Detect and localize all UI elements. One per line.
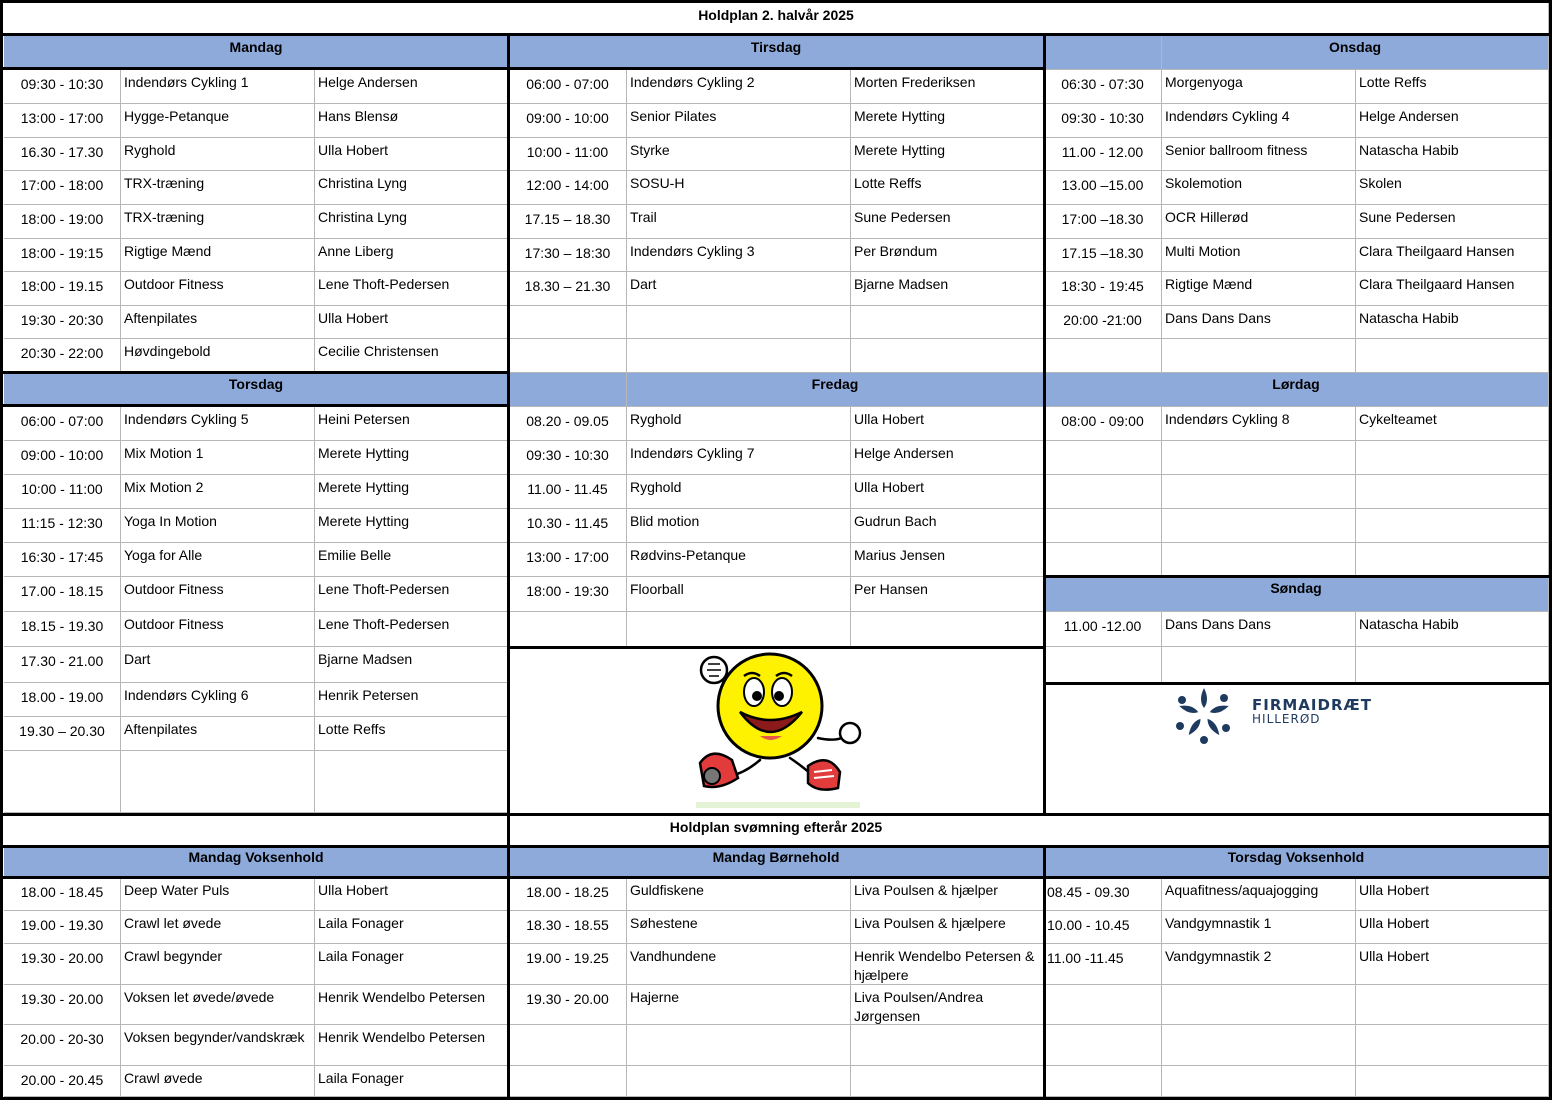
torsdag-row-activity: Outdoor Fitness (121, 577, 315, 612)
torsdag-row-instructor (315, 751, 509, 813)
mandag-row-activity: Indendørs Cykling 1 (121, 70, 315, 104)
onsdag-row-instructor: Skolen (1356, 171, 1549, 205)
swim-mv-row-activity: Crawl let øvede (121, 911, 315, 944)
torsdag-row-time: 17.30 - 21.00 (4, 647, 121, 683)
loerdag-row-time (1044, 475, 1162, 509)
onsdag-row-time: 17.15 –18.30 (1044, 239, 1162, 272)
tirsdag-row-time: 06:00 - 07:00 (509, 70, 627, 104)
swim-mb-row-instructor: Liva Poulsen & hjælper (851, 878, 1044, 911)
loerdag-row-time (1044, 441, 1162, 475)
onsdag-row-time (1044, 339, 1162, 373)
onsdag-row-time: 11.00 - 12.00 (1044, 138, 1162, 171)
fredag-row-time (509, 612, 627, 647)
onsdag-row-instructor: Sune Pedersen (1356, 205, 1549, 239)
mandag-row-activity: Rigtige Mænd (121, 239, 315, 272)
torsdag-row-time: 10:00 - 11:00 (4, 475, 121, 509)
swim-mv-row-time: 20.00 - 20.45 (4, 1066, 121, 1097)
divider (0, 0, 1552, 3)
soendag-row-instructor: Natascha Habib (1356, 612, 1549, 647)
loerdag-row-instructor (1356, 543, 1549, 577)
day-header-torsdag: Torsdag (4, 373, 509, 407)
torsdag-row-time: 17.00 - 18.15 (4, 577, 121, 612)
onsdag-row-activity: Rigtige Mænd (1162, 272, 1356, 306)
loerdag-row-instructor: Cykelteamet (1356, 407, 1549, 441)
torsdag-row-time (4, 751, 121, 813)
mandag-row-time: 19:30 - 20:30 (4, 306, 121, 339)
divider (0, 371, 509, 374)
swim-mv-row-time: 20.00 - 20-30 (4, 1025, 121, 1066)
swim-tv-row-time (1044, 1025, 1162, 1066)
onsdag-row-time: 13.00 –15.00 (1044, 171, 1162, 205)
swim-mv-row-time: 19.30 - 20.00 (4, 985, 121, 1025)
swim-tv-row-time: 11.00 -11.45 (1044, 944, 1162, 985)
fredag-row-time: 08.20 - 09.05 (509, 407, 627, 441)
tirsdag-row-activity (627, 306, 851, 339)
swim-title: Holdplan svømning efterår 2025 (4, 814, 1549, 846)
loerdag-row-activity: Indendørs Cykling 8 (1162, 407, 1356, 441)
swim-tv-row-instructor: Ulla Hobert (1356, 911, 1549, 944)
torsdag-row-instructor: Emilie Belle (315, 543, 509, 577)
swim-mv-row-instructor: Laila Fonager (315, 1066, 509, 1097)
tirsdag-row-time: 10:00 - 11:00 (509, 138, 627, 171)
loerdag-row-time: 08:00 - 09:00 (1044, 407, 1162, 441)
swim-mv-row-time: 18.00 - 18.45 (4, 878, 121, 911)
onsdag-row-time: 06:30 - 07:30 (1044, 70, 1162, 104)
swim-tv-row-instructor (1356, 1066, 1549, 1097)
mandag-row-activity: TRX-træning (121, 205, 315, 239)
day-header-loerdag: Lørdag (1044, 373, 1549, 407)
tirsdag-row-activity: Senior Pilates (627, 104, 851, 138)
fredag-row-activity: Floorball (627, 577, 851, 612)
onsdag-row-activity: Skolemotion (1162, 171, 1356, 205)
torsdag-row-instructor: Lene Thoft-Pedersen (315, 577, 509, 612)
torsdag-row-time: 06:00 - 07:00 (4, 407, 121, 441)
mandag-row-time: 18:00 - 19:00 (4, 205, 121, 239)
soendag-row-activity (1162, 647, 1356, 683)
tirsdag-row-time: 18.30 – 21.30 (509, 272, 627, 306)
tirsdag-row-instructor: Bjarne Madsen (851, 272, 1044, 306)
swim-tv-row-activity: Vandgymnastik 1 (1162, 911, 1356, 944)
fredag-row-instructor (851, 612, 1044, 647)
torsdag-row-activity: Yoga In Motion (121, 509, 315, 543)
fredag-row-instructor: Ulla Hobert (851, 407, 1044, 441)
swim-mv-row-activity: Crawl øvede (121, 1066, 315, 1097)
swim-mv-row-instructor: Ulla Hobert (315, 878, 509, 911)
divider (507, 33, 510, 1100)
swim-mb-row-instructor: Liva Poulsen & hjælpere (851, 911, 1044, 944)
tirsdag-row-time (509, 306, 627, 339)
torsdag-row-instructor: Lotte Reffs (315, 717, 509, 751)
swim-mb-row-activity (627, 1066, 851, 1097)
fredag-row-instructor: Helge Andersen (851, 441, 1044, 475)
tirsdag-row-activity: Dart (627, 272, 851, 306)
tirsdag-row-activity: Styrke (627, 138, 851, 171)
soendag-row-time (1044, 647, 1162, 683)
divider (0, 845, 1552, 848)
swim-mv-row-activity: Deep Water Puls (121, 878, 315, 911)
swim-mv-row-time: 19.00 - 19.30 (4, 911, 121, 944)
mandag-row-instructor: Christina Lyng (315, 171, 509, 205)
mandag-row-activity: TRX-træning (121, 171, 315, 205)
swim-mb-row-time: 18.00 - 18.25 (509, 878, 627, 911)
torsdag-row-activity: Outdoor Fitness (121, 612, 315, 647)
swim-mb-row-activity: Hajerne (627, 985, 851, 1025)
tirsdag-row-time: 17.15 – 18.30 (509, 205, 627, 239)
swim-tv-row-instructor (1356, 1025, 1549, 1066)
torsdag-row-instructor: Lene Thoft-Pedersen (315, 612, 509, 647)
day-header-soendag: Søndag (1044, 577, 1549, 612)
tirsdag-row-instructor: Per Brøndum (851, 239, 1044, 272)
swim-tv-row-activity (1162, 985, 1356, 1025)
fredag-row-activity (627, 612, 851, 647)
day-header-onsdag: Onsdag (1162, 36, 1549, 70)
onsdag-row-instructor: Clara Theilgaard Hansen (1356, 272, 1549, 306)
fredag-row-instructor: Ulla Hobert (851, 475, 1044, 509)
torsdag-row-activity: Yoga for Alle (121, 543, 315, 577)
divider (0, 67, 509, 70)
swim-mv-row-activity: Crawl begynder (121, 944, 315, 985)
divider (0, 404, 509, 407)
fredag-row-activity: Ryghold (627, 475, 851, 509)
fredag-row-time: 10.30 - 11.45 (509, 509, 627, 543)
mandag-row-instructor: Ulla Hobert (315, 306, 509, 339)
swim-tv-row-instructor (1356, 985, 1549, 1025)
swim-mv-row-instructor: Henrik Wendelbo Petersen (315, 985, 509, 1025)
tirsdag-row-instructor: Sune Pedersen (851, 205, 1044, 239)
swim-tv-row-time: 08.45 - 09.30 (1044, 878, 1162, 911)
swim-tv-row-time (1044, 985, 1162, 1025)
mandag-row-time: 18:00 - 19:15 (4, 239, 121, 272)
torsdag-row-activity: Aftenpilates (121, 717, 315, 751)
mandag-row-instructor: Helge Andersen (315, 70, 509, 104)
fredag-row-instructor: Marius Jensen (851, 543, 1044, 577)
mandag-row-instructor: Cecilie Christensen (315, 339, 509, 373)
onsdag-row-time: 17:00 –18.30 (1044, 205, 1162, 239)
loerdag-row-time (1044, 543, 1162, 577)
tirsdag-row-activity: Trail (627, 205, 851, 239)
fredag-row-activity: Ryghold (627, 407, 851, 441)
mandag-row-time: 16.30 - 17.30 (4, 138, 121, 171)
swim-mv-row-activity: Voksen let øvede/øvede (121, 985, 315, 1025)
swim-mv-row-instructor: Laila Fonager (315, 944, 509, 985)
mandag-row-activity: Høvdingebold (121, 339, 315, 373)
tirsdag-row-activity: Indendørs Cykling 2 (627, 70, 851, 104)
mandag-row-activity: Aftenpilates (121, 306, 315, 339)
running-smiley-image (690, 648, 866, 813)
onsdag-row-activity: Multi Motion (1162, 239, 1356, 272)
swim-mb-row-time (509, 1066, 627, 1097)
mandag-row-activity: Ryghold (121, 138, 315, 171)
swim-mv-row-instructor: Henrik Wendelbo Petersen (315, 1025, 509, 1066)
loerdag-row-activity (1162, 441, 1356, 475)
tirsdag-row-instructor: Morten Frederiksen (851, 70, 1044, 104)
fredag-row-instructor: Gudrun Bach (851, 509, 1044, 543)
loerdag-row-time (1044, 509, 1162, 543)
swim-mb-row-time: 19.30 - 20.00 (509, 985, 627, 1025)
swim-tv-row-time (1044, 1066, 1162, 1097)
swim-mb-row-instructor (851, 1066, 1044, 1097)
torsdag-row-time: 16:30 - 17:45 (4, 543, 121, 577)
mandag-row-time: 20:30 - 22:00 (4, 339, 121, 373)
soendag-row-activity: Dans Dans Dans (1162, 612, 1356, 647)
day-header-fredag: Fredag (627, 373, 1044, 407)
torsdag-row-time: 09:00 - 10:00 (4, 441, 121, 475)
swim-tv-row-time: 10.00 - 10.45 (1044, 911, 1162, 944)
mandag-row-time: 18:00 - 19.15 (4, 272, 121, 306)
logo-text-line1: FIRMAIDRÆT (1252, 696, 1373, 714)
onsdag-row-instructor: Helge Andersen (1356, 104, 1549, 138)
fredag-row-activity: Indendørs Cykling 7 (627, 441, 851, 475)
torsdag-row-activity: Indendørs Cykling 6 (121, 683, 315, 717)
fredag-row-activity: Rødvins-Petanque (627, 543, 851, 577)
loerdag-row-instructor (1356, 475, 1549, 509)
swim-header-torsdag-voksen: Torsdag Voksenhold (1044, 846, 1549, 878)
torsdag-row-instructor: Heini Petersen (315, 407, 509, 441)
loerdag-row-activity (1162, 475, 1356, 509)
onsdag-row-time: 09:30 - 10:30 (1044, 104, 1162, 138)
swim-tv-row-activity (1162, 1066, 1356, 1097)
torsdag-row-time: 11:15 - 12:30 (4, 509, 121, 543)
swim-mb-row-activity: Vandhundene (627, 944, 851, 985)
soendag-row-time: 11.00 -12.00 (1044, 612, 1162, 647)
swim-mv-row-instructor: Laila Fonager (315, 911, 509, 944)
fredag-row-time: 13:00 - 17:00 (509, 543, 627, 577)
onsdag-row-activity: Dans Dans Dans (1162, 306, 1356, 339)
mandag-row-instructor: Anne Liberg (315, 239, 509, 272)
mandag-row-activity: Outdoor Fitness (121, 272, 315, 306)
tirsdag-row-instructor: Merete Hytting (851, 138, 1044, 171)
tirsdag-row-activity: Indendørs Cykling 3 (627, 239, 851, 272)
divider (1043, 845, 1046, 1100)
soendag-row-instructor (1356, 647, 1549, 683)
torsdag-row-instructor: Merete Hytting (315, 441, 509, 475)
divider (0, 0, 3, 1100)
onsdag-row-activity (1162, 339, 1356, 373)
swim-mb-row-instructor: Liva Poulsen/Andrea Jørgensen (851, 985, 1044, 1025)
swim-tv-row-activity: Vandgymnastik 2 (1162, 944, 1356, 985)
divider (0, 876, 1552, 879)
swim-mv-row-time: 19.30 - 20.00 (4, 944, 121, 985)
swim-mb-row-time: 19.00 - 19.25 (509, 944, 627, 985)
fredag-row-time: 18:00 - 19:30 (509, 577, 627, 612)
day-header-fredag-blank (509, 373, 627, 407)
swim-header-mandag-voksen: Mandag Voksenhold (4, 846, 509, 878)
onsdag-row-activity: Morgenyoga (1162, 70, 1356, 104)
torsdag-row-activity: Dart (121, 647, 315, 683)
fredag-row-activity: Blid motion (627, 509, 851, 543)
tirsdag-row-time: 09:00 - 10:00 (509, 104, 627, 138)
torsdag-row-instructor: Henrik Petersen (315, 683, 509, 717)
swim-mb-row-time (509, 1025, 627, 1066)
tirsdag-row-time (509, 339, 627, 373)
onsdag-row-time: 18:30 - 19:45 (1044, 272, 1162, 306)
mandag-row-activity: Hygge-Petanque (121, 104, 315, 138)
torsdag-row-activity (121, 751, 315, 813)
tirsdag-row-instructor: Merete Hytting (851, 104, 1044, 138)
divider (0, 813, 1552, 816)
tirsdag-row-time: 12:00 - 14:00 (509, 171, 627, 205)
page-title: Holdplan 2. halvår 2025 (4, 2, 1549, 34)
logo-text-line2: HILLERØD (1252, 712, 1321, 726)
swim-mb-row-activity: Guldfiskene (627, 878, 851, 911)
firmaidraet-logo (1172, 684, 1372, 744)
onsdag-row-instructor: Clara Theilgaard Hansen (1356, 239, 1549, 272)
loerdag-row-activity (1162, 509, 1356, 543)
star-logo-icon (1172, 684, 1232, 744)
swim-mb-row-instructor: Henrik Wendelbo Petersen & hjælpere (851, 944, 1044, 985)
tirsdag-row-activity (627, 339, 851, 373)
divider (1044, 575, 1552, 578)
onsdag-row-instructor: Lotte Reffs (1356, 70, 1549, 104)
torsdag-row-activity: Mix Motion 1 (121, 441, 315, 475)
divider (1043, 33, 1046, 814)
onsdag-row-instructor: Natascha Habib (1356, 306, 1549, 339)
torsdag-row-time: 18.00 - 19.00 (4, 683, 121, 717)
swim-mb-row-activity: Søhestene (627, 911, 851, 944)
fredag-row-time: 09:30 - 10:30 (509, 441, 627, 475)
swim-header-mandag-boern: Mandag Børnehold (509, 846, 1044, 878)
swim-mb-row-instructor (851, 1025, 1044, 1066)
loerdag-row-activity (1162, 543, 1356, 577)
onsdag-row-activity: OCR Hillerød (1162, 205, 1356, 239)
onsdag-row-activity: Indendørs Cykling 4 (1162, 104, 1356, 138)
swim-tv-row-instructor: Ulla Hobert (1356, 878, 1549, 911)
torsdag-row-time: 19.30 – 20.30 (4, 717, 121, 751)
tirsdag-row-instructor (851, 306, 1044, 339)
swim-mb-row-activity (627, 1025, 851, 1066)
tirsdag-row-instructor (851, 339, 1044, 373)
fredag-row-instructor: Per Hansen (851, 577, 1044, 612)
onsdag-row-instructor (1356, 339, 1549, 373)
divider (509, 67, 1044, 70)
torsdag-row-activity: Indendørs Cykling 5 (121, 407, 315, 441)
mandag-row-instructor: Hans Blensø (315, 104, 509, 138)
day-header-onsdag-blank (1044, 36, 1162, 70)
divider (0, 33, 1552, 36)
onsdag-row-time: 20:00 -21:00 (1044, 306, 1162, 339)
mandag-row-instructor: Lene Thoft-Pedersen (315, 272, 509, 306)
loerdag-row-instructor (1356, 441, 1549, 475)
torsdag-row-instructor: Merete Hytting (315, 475, 509, 509)
day-header-mandag: Mandag (4, 36, 509, 70)
onsdag-row-instructor: Natascha Habib (1356, 138, 1549, 171)
onsdag-row-activity: Senior ballroom fitness (1162, 138, 1356, 171)
mandag-row-time: 13:00 - 17:00 (4, 104, 121, 138)
mandag-row-time: 17:00 - 18:00 (4, 171, 121, 205)
day-header-tirsdag: Tirsdag (509, 36, 1044, 70)
mandag-row-instructor: Christina Lyng (315, 205, 509, 239)
mandag-row-time: 09:30 - 10:30 (4, 70, 121, 104)
swim-tv-row-activity (1162, 1025, 1356, 1066)
loerdag-row-instructor (1356, 509, 1549, 543)
swim-mb-row-time: 18.30 - 18.55 (509, 911, 627, 944)
swim-tv-row-instructor: Ulla Hobert (1356, 944, 1549, 985)
mandag-row-instructor: Ulla Hobert (315, 138, 509, 171)
torsdag-row-activity: Mix Motion 2 (121, 475, 315, 509)
tirsdag-row-activity: SOSU-H (627, 171, 851, 205)
swim-tv-row-activity: Aquafitness/aquajogging (1162, 878, 1356, 911)
swim-mv-row-activity: Voksen begynder/vandskræk (121, 1025, 315, 1066)
torsdag-row-instructor: Merete Hytting (315, 509, 509, 543)
tirsdag-row-instructor: Lotte Reffs (851, 171, 1044, 205)
fredag-row-time: 11.00 - 11.45 (509, 475, 627, 509)
torsdag-row-instructor: Bjarne Madsen (315, 647, 509, 683)
torsdag-row-time: 18.15 - 19.30 (4, 612, 121, 647)
tirsdag-row-time: 17:30 – 18:30 (509, 239, 627, 272)
